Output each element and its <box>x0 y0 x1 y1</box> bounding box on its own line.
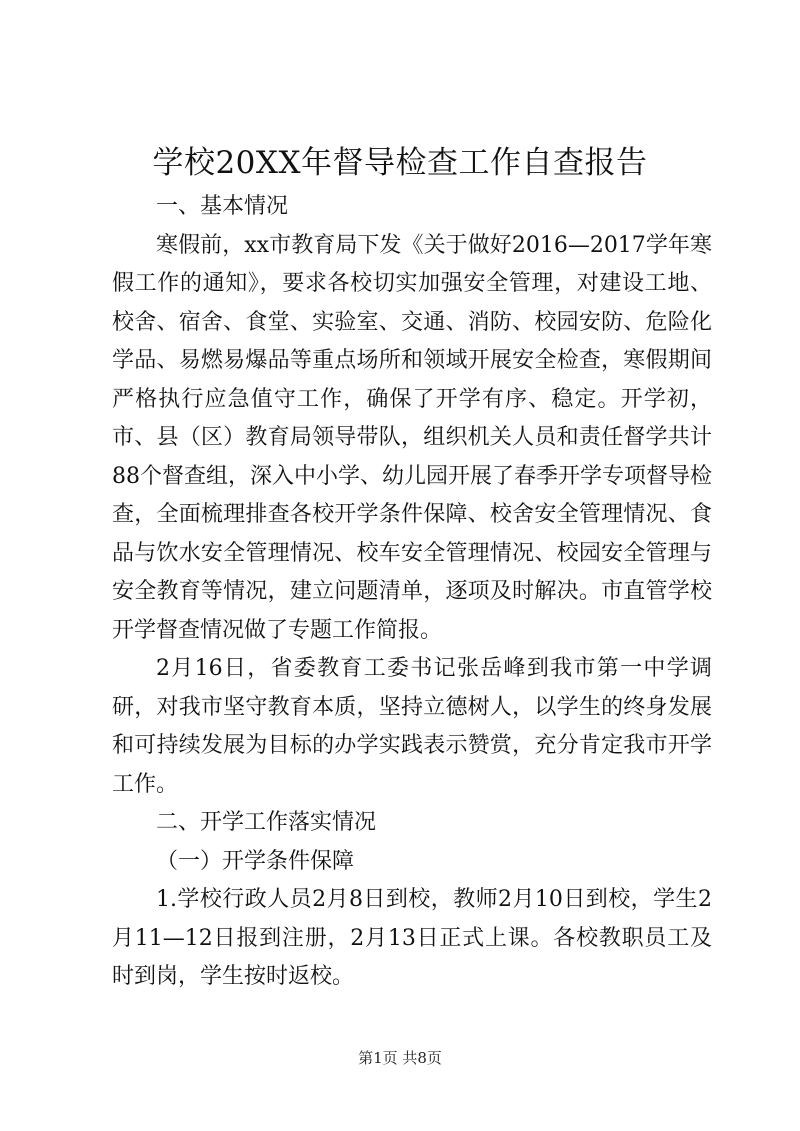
paragraph-winter-safety: 寒假前，xx市教育局下发《关于做好2016—2017学年寒假工作的通知》，要求各校切实加强安全管理，对建设工地、校舍、宿舍、食堂、实验室、交通、消防、校园安防、危险化学品、易燃易爆品等重点场所和领域开展安全检查，寒假期间严格执行应急值守工作，确保了开学有序、稳定。开学初，市、县（区）教育局领导带队，组织机关人员和责任督学共计88个督查组，深入中小学、幼儿园开展了春季开学专项督导检查，全面梳理排查各校开学条件保障、校舍安全管理情况、食品与饮水安全管理情况、校车安全管理情况、校园安全管理与安全教育等情况，建立问题清单，逐项及时解决。市直管学校开学督查情况做了专题工作简报。 <box>112 232 712 643</box>
section-heading-implementation: 二、开学工作落实情况 <box>156 810 377 835</box>
document-body <box>112 188 712 997</box>
document-title: 学校20XX年督导检查工作自查报告 <box>152 145 648 181</box>
paragraph-provincial-visit: 2月16日，省委教育工委书记张岳峰到我市第一中学调研，对我市坚守教育本质，坚持立德树人，以学生的终身发展和可持续发展为目标的办学实践表示赞赏，充分肯定我市开学工作。 <box>112 656 712 797</box>
page-number-footer: 第1页 共8页 <box>358 1049 442 1067</box>
subsection-heading-conditions: （一）开学条件保障 <box>156 848 355 874</box>
section-heading-basic-situation: 一、基本情况 <box>156 194 289 219</box>
paragraph-school-schedule: 1.学校行政人员2月8日到校，教师2月10日到校，学生2月11—12日报到注册，2月13日正式上课。各校教职员工及时到岗，学生按时返校。 <box>112 887 712 989</box>
